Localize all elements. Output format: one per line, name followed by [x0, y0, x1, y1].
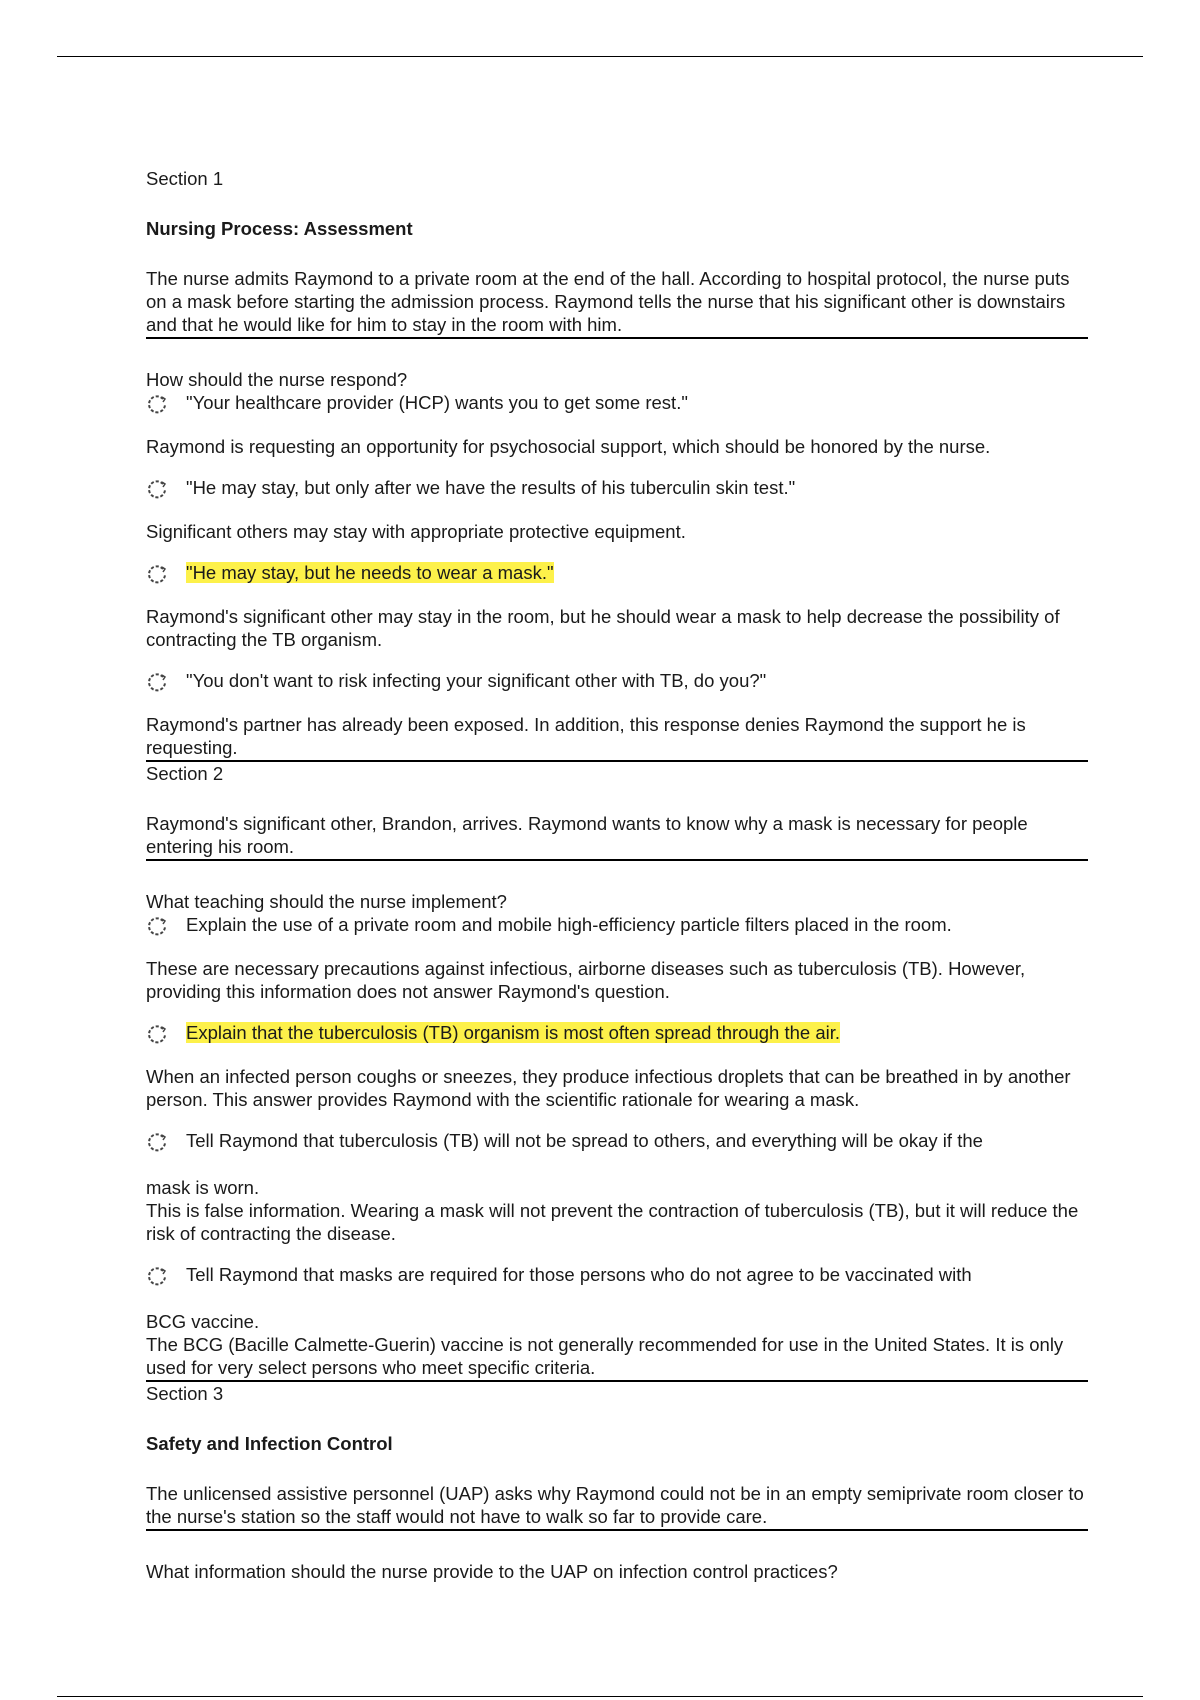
answer-option[interactable] — [146, 476, 1088, 506]
bottom-page-rule — [57, 1696, 1143, 1697]
radio-button-icon[interactable] — [146, 561, 186, 591]
option-text: Tell Raymond that masks are required for those persons who do not agree to be vaccinated with — [186, 1264, 972, 1285]
question-text: What information should the nurse provide to the UAP on infection control practices? — [146, 1561, 838, 1582]
rationale-text: This is false information. Wearing a mask will not prevent the contraction of tuberculosis (TB), but it will reduce the risk of contracting the disease. — [146, 1200, 1079, 1244]
answer-option[interactable] — [146, 1263, 1088, 1293]
radio-button-icon[interactable] — [146, 913, 186, 943]
top-page-rule — [57, 56, 1143, 57]
section-title: Section 1 — [146, 168, 224, 189]
option-text: Explain the use of a private room and mobile high-efficiency particle filters placed in the room. — [186, 914, 952, 935]
radio-button-icon[interactable] — [146, 476, 186, 506]
rationale-text: Raymond's significant other may stay in the room, but he should wear a mask to help decrease the possibility of contracting the TB organism. — [146, 606, 1060, 650]
answer-option-correct[interactable] — [146, 1021, 1088, 1051]
rationale-text: Significant others may stay with appropriate protective equipment. — [146, 521, 686, 542]
question-text: What teaching should the nurse implement? — [146, 891, 507, 912]
rationale-text: Raymond's partner has already been exposed. In addition, this response denies Raymond the support he is requesting. — [146, 713, 1088, 762]
radio-button-icon[interactable] — [146, 391, 186, 421]
scenario-text: The unlicensed assistive personnel (UAP) asks why Raymond could not be in an empty semiprivate room closer to the nurse's station so the staff would not have to walk so far to provide care. — [146, 1482, 1088, 1531]
document-page — [146, 167, 1088, 1583]
answer-option[interactable] — [146, 1129, 1088, 1159]
section-heading: Nursing Process: Assessment — [146, 218, 413, 239]
option-text-continuation: BCG vaccine. — [146, 1311, 260, 1332]
section-heading: Safety and Infection Control — [146, 1433, 393, 1454]
rationale-text: When an infected person coughs or sneezes, they produce infectious droplets that can be breathed in by another person. This answer provides Raymond with the scientific rationale for wearing a mask. — [146, 1066, 1071, 1110]
answer-option[interactable] — [146, 391, 1088, 421]
section-title: Section 2 — [146, 763, 224, 784]
answer-option[interactable] — [146, 669, 1088, 699]
answer-option[interactable] — [146, 913, 1088, 943]
section-3 — [146, 1382, 1088, 1583]
rationale-text: The BCG (Bacille Calmette-Guerin) vaccine is not generally recommended for use in the United States. It is only used for very select persons who meet specific criteria. — [146, 1333, 1088, 1382]
rationale-text: These are necessary precautions against infectious, airborne diseases such as tuberculosis (TB). However, providing this information does not answer Raymond's question. — [146, 958, 1026, 1002]
radio-button-icon[interactable] — [146, 1263, 186, 1293]
section-title: Section 3 — [146, 1383, 224, 1404]
question-text: How should the nurse respond? — [146, 369, 408, 390]
scenario-text: The nurse admits Raymond to a private room at the end of the hall. According to hospital protocol, the nurse puts on a mask before starting the admission process. Raymond tells the nurse that his significant other is downstairs and that he would like for him to stay in the room with him. — [146, 267, 1088, 339]
rationale-text: Raymond is requesting an opportunity for psychosocial support, which should be honored by the nurse. — [146, 436, 991, 457]
option-text: "Your healthcare provider (HCP) wants you to get some rest." — [186, 392, 688, 413]
radio-button-icon[interactable] — [146, 1021, 186, 1051]
option-text-continuation: mask is worn. — [146, 1177, 260, 1198]
option-text: "He may stay, but only after we have the results of his tuberculin skin test." — [186, 477, 796, 498]
section-1 — [146, 167, 1088, 762]
option-text: Tell Raymond that tuberculosis (TB) will not be spread to others, and everything will be okay if the — [186, 1130, 983, 1151]
scenario-text: Raymond's significant other, Brandon, arrives. Raymond wants to know why a mask is necessary for people entering his room. — [146, 812, 1088, 861]
highlighted-correct-answer: "He may stay, but he needs to wear a mask." — [186, 562, 554, 583]
radio-button-icon[interactable] — [146, 669, 186, 699]
highlighted-correct-answer: Explain that the tuberculosis (TB) organism is most often spread through the air. — [186, 1022, 840, 1043]
option-text: "You don't want to risk infecting your significant other with TB, do you?" — [186, 670, 767, 691]
answer-option-correct[interactable] — [146, 561, 1088, 591]
section-2 — [146, 762, 1088, 1382]
radio-button-icon[interactable] — [146, 1129, 186, 1159]
